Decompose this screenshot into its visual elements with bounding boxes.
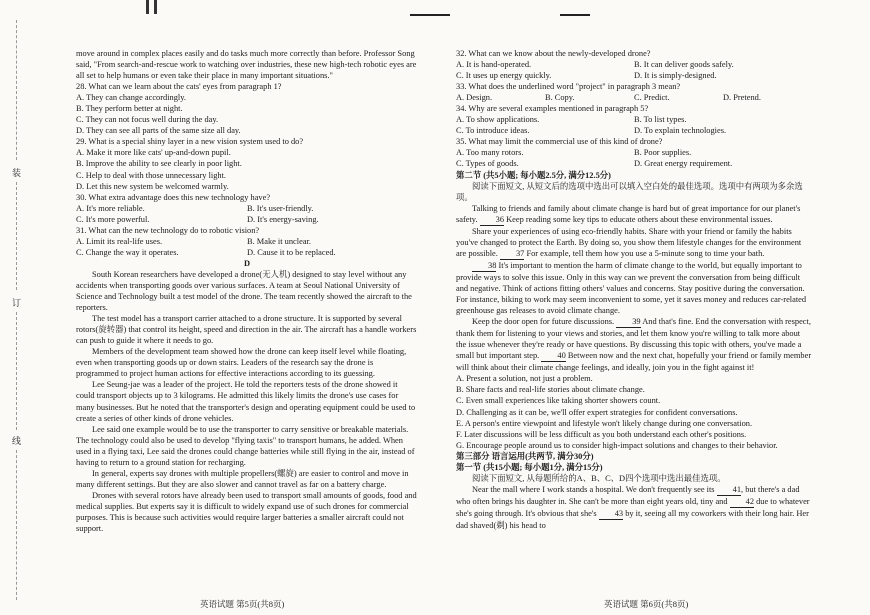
paragraph: Keep the door open for future discussions. 39 And that's fine. End the conversation with respect, thank them for listening to your views and stories, and let them know you're willing to talk more about the issue whenever they're ready or have questions. By discussing this topic with others, you've made a small but important step. 40 Between now and the next chat, hopefully your friend or family member will think about their climate change feelings, and ideally, join you in the fight against it!: [456, 317, 812, 373]
option-text: D. It is simply-designed.: [634, 71, 717, 81]
option-text: D. To explain technologies.: [634, 126, 727, 136]
option-text: C. Change the way it operates.: [76, 247, 179, 257]
text-line: A. Make it more like cats' up-and-down pupil.: [76, 148, 231, 158]
scan-mark: [146, 0, 149, 14]
option-row: [456, 92, 812, 103]
right-page-footer: 英语试题 第6页(共8页): [604, 599, 689, 609]
option-text: C. Types of goods.: [456, 159, 519, 169]
option-text: B. To list types.: [634, 115, 687, 125]
text-line: B. Share facts and real-life stories about climate change.: [456, 385, 645, 395]
option-text: A. Design.: [456, 93, 493, 103]
paragraph: South Korean researchers have developed a drone(无人机) designed to stay level without any accidents when transporting goods over various surfaces. A team at Seoul National University of Science and Technology built a test model of the drone. The team recently showed the aircraft to the reporters.: [76, 269, 412, 313]
option-row: [456, 114, 812, 125]
text-line: A. They can change accordingly.: [76, 93, 186, 103]
text-line: move around in complex places easily and do tasks much more correctly than before. Professor Song said, "From search-and-rescue work to watching over industries, these new high-tech robotic eyes are all set to help humans or even take their place in many important situations.": [76, 49, 417, 81]
blank-36: 36: [480, 214, 504, 226]
option-text: B. It can deliver goods safely.: [634, 60, 734, 70]
paragraph: Lee said one example would be to use the transporter to carry sensitive or breakable materials. The technology could also be used to develop "flying taxis" to transport humans, he added. When used in a flying taxi, Lee said the drones could change batteries while still flying in the air, instead of having to return to a ground station for recharging.: [76, 424, 415, 467]
option-text: B. Poor supplies.: [634, 148, 692, 158]
blank-40: 40: [541, 350, 565, 362]
option-row: [76, 203, 418, 214]
text-line: B. Improve the ability to see clearly in poor light.: [76, 159, 242, 169]
text-line: 33. What does the underlined word "project" in paragraph 3 mean?: [456, 82, 681, 92]
right-column: [456, 48, 812, 531]
text-line: 30. What extra advantage does this new technology have?: [76, 192, 271, 202]
blank-43: 43: [599, 508, 623, 520]
binding-margin: [0, 0, 30, 615]
section-heading: 第一节 (共15小题; 每小题1分, 满分15分): [456, 462, 603, 472]
text-line: G. Encourage people around us to consider high-impact solutions and changes to their behavior.: [456, 440, 778, 450]
option-text: C. To introduce ideas.: [456, 126, 530, 136]
text-line: 29. What is a special shiny layer in a new vision system used to do?: [76, 137, 304, 147]
paragraph: In general, experts say drones with multiple propellers(螺旋) are easier to control and move in many different settings. But they are also slower and cannot travel as far on a battery charge.: [76, 468, 409, 489]
text-line: 31. What can the new technology do to robotic vision?: [76, 225, 260, 235]
blank-41: 41: [717, 484, 741, 496]
paragraph: 阅读下面短文, 从短文后的选项中选出可以填入空白处的最佳选项。选项中有两项为多余选项。: [456, 181, 803, 202]
option-row: [76, 214, 418, 225]
binding-dash-line: [16, 312, 18, 430]
text-line: B. They perform better at night.: [76, 104, 183, 114]
left-column: [76, 48, 418, 534]
option-text: B. Copy.: [545, 93, 575, 103]
paragraph: Members of the development team showed how the drone can keep itself level while floating, even when transporting goods up or down stairs. Leaders of the research say the drone is programmed to project human actions for effective interactions according to its guessing.: [76, 347, 407, 379]
option-text: D. Great energy requirement.: [634, 159, 733, 169]
option-text: D. Pretend.: [723, 93, 761, 103]
binding-dash-line: [16, 20, 18, 160]
scan-mark: [154, 0, 157, 14]
binding-char: 线: [12, 436, 22, 446]
paragraph: Near the mall where I work stands a hospital. We don't frequently see its 41, but there's a dad who often brings his daughter in. She can't be more than eight years old, tiny and 42 due to whatever she's going through. It's obvious that she's 43 by it, seeing all my coworkers with their long hair. Her dad shaved(剃) his head to: [456, 484, 810, 530]
text-line: E. A person's entire viewpoint and lifestyle won't likely change during one conversation.: [456, 418, 753, 428]
option-row: [456, 147, 812, 158]
text-line: A. Present a solution, not just a problem.: [456, 374, 593, 384]
option-text: A. It is hand-operated.: [456, 60, 532, 70]
paragraph: Drones with several rotors have already been used to transport small amounts of goods, food and medical supplies. But experts say it is difficult to widely expand use of such drones for commercial purposes. This is because such activities would require larger batteries a smaller aircraft could not support.: [76, 490, 417, 534]
binding-dash-line: [16, 182, 18, 290]
paragraph: 阅读下面短文, 从每题所给的A、B、C、D四个选项中选出最佳选项。: [472, 473, 726, 483]
option-text: A. Limit its real-life uses.: [76, 236, 163, 246]
option-row: [76, 236, 418, 247]
blank-38: 38: [472, 260, 496, 272]
option-row: [456, 125, 812, 136]
text-line: C. They can not focus well during the day.: [76, 115, 219, 125]
text-line: C. Even small experiences like taking shorter showers count.: [456, 396, 661, 406]
passage-label: D: [243, 258, 251, 268]
paragraph: Lee Seung-jae was a leader of the project. He told the reporters tests of the drone showed it could transport objects up to 3 kilograms. He admitted this likely limits the drone's use cases for many businesses. But he noted that the transporter's design and operating equipment could be used to create a series of other kinds of drone vehicles.: [76, 380, 416, 423]
text-line: F. Later discussions will be less difficult as you both understand each other's positions.: [456, 429, 747, 439]
option-text: C. It's more powerful.: [76, 214, 150, 224]
paragraph: The test model has a transport carrier attached to a drone structure. It is supported by several rotors(旋转器) that control its height, speed and direction in the air. The aircraft has a handle workers can push to guide it where it needs to go.: [76, 314, 417, 346]
binding-char: 订: [12, 298, 22, 308]
scan-mark: [410, 0, 450, 16]
text-line: 35. What may limit the commercial use of this kind of drone?: [456, 137, 663, 147]
option-text: C. Predict.: [634, 93, 670, 103]
left-page-footer: 英语试题 第5页(共8页): [200, 599, 285, 609]
option-text: B. Make it unclear.: [247, 236, 311, 246]
binding-dash-line: [16, 450, 18, 600]
scan-mark: [560, 0, 590, 16]
paragraph: 38 It's important to mention the harm of climate change to the world, but equally important to provide ways to solve this issue. Only in this way can we prevent the conversation from being difficult and negative. Think of actions fitting others' values and concerns. Stay positive during the conversation. For instance, biking to work may seem inconvenient to some, yet it saves money and reduces car-related greenhouse gas releases to avoid climate change.: [456, 260, 807, 316]
option-text: A. It's more reliable.: [76, 203, 145, 213]
option-text: D. It's energy-saving.: [247, 214, 319, 224]
binding-char: 装: [12, 168, 22, 178]
text-line: 34. Why are several examples mentioned in paragraph 5?: [456, 104, 649, 114]
text-line: D. Let this new system be welcomed warmly.: [76, 181, 229, 191]
option-text: A. Too many rotors.: [456, 148, 524, 158]
text-line: 32. What can we know about the newly-developed drone?: [456, 49, 651, 58]
text-line: C. Help to deal with those unnecessary light.: [76, 170, 227, 180]
option-row: [456, 158, 812, 169]
option-row: [76, 247, 418, 258]
blank-39: 39: [616, 316, 640, 328]
option-text: A. To show applications.: [456, 115, 540, 125]
section-heading: 第三部分 语言运用(共两节, 满分30分): [456, 451, 594, 461]
option-text: D. Cause it to be replaced.: [247, 247, 336, 257]
section-heading: 第二节 (共5小题; 每小题2.5分, 满分12.5分): [456, 170, 611, 180]
text-line: 28. What can we learn about the cats' eyes from paragraph 1?: [76, 82, 282, 92]
option-text: B. It's user-friendly.: [247, 203, 314, 213]
text-line: D. Challenging as it can be, we'll offer expert strategies for confident conversations.: [456, 407, 738, 417]
blank-42: 42: [730, 496, 754, 508]
paragraph: Talking to friends and family about climate change is hard but of great importance for our planet's safety. 36 Keep reading some key tips to educate others about these environmental issues.: [456, 203, 812, 226]
option-row: [456, 59, 812, 70]
option-row: [456, 70, 812, 81]
paragraph: Share your experiences of using eco-friendly habits. Share with your friend or family the habits you've changed to protect the Earth. By doing so, you show them lifestyle changes for the environment are possible. 37 For example, tell them how you use a 5-minute song to time your bath.: [456, 226, 812, 260]
option-text: C. It uses up energy quickly.: [456, 71, 552, 81]
blank-37: 37: [500, 248, 524, 260]
text-line: D. They can see all parts of the same size all day.: [76, 126, 241, 136]
